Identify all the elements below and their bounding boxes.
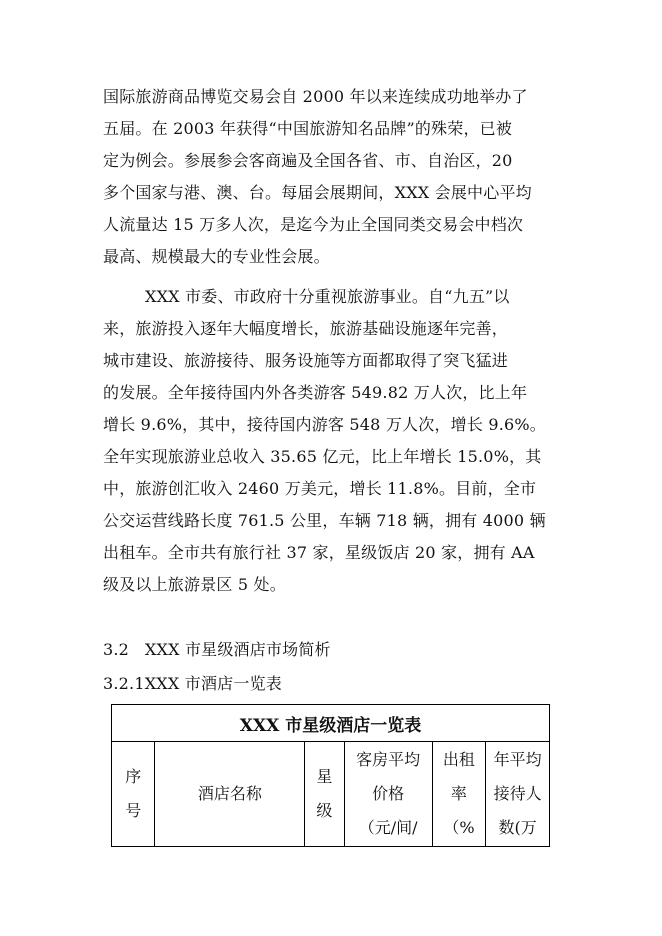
paragraph-line: 级及以上旅游景区 5 处。 bbox=[103, 575, 286, 594]
table-header-row bbox=[112, 742, 550, 847]
paragraph-line: 出租车。全市共有旅行社 37 家，星级饭店 20 家，拥有 AA bbox=[103, 543, 535, 562]
paragraph-line: 定为例会。参展参会客商遍及全国各省、市、自治区，20 bbox=[103, 151, 513, 170]
paragraph-line: 人流量达 15 万多人次，是迄今为止全国同类交易会中档次 bbox=[103, 215, 524, 234]
section-heading: 3.2 XXX 市星级酒店市场简析 bbox=[103, 640, 331, 659]
header-annual-guests: 年平均 接待人 数(万 bbox=[486, 742, 550, 847]
paragraph-line: 全年实现旅游业总收入 35.65 亿元，比上年增长 15.0%，其 bbox=[103, 447, 542, 466]
paragraph-line: 中，旅游创汇收入 2460 万美元，增长 11.8%。目前，全市 bbox=[103, 479, 537, 498]
paragraph-line: 公交运营线路长度 761.5 公里，车辆 718 辆，拥有 4000 辆 bbox=[103, 511, 546, 530]
paragraph-line: 的发展。全年接待国内外各类游客 549.82 万人次，比上年 bbox=[103, 383, 528, 402]
header-hotel-name: 酒店名称 bbox=[155, 742, 305, 847]
header-serial: 序 号 bbox=[112, 742, 155, 847]
paragraph-line: 多个国家与港、澳、台。每届会展期间，XXX 会展中心平均 bbox=[103, 183, 532, 202]
subsection-heading: 3.2.1XXX 市酒店一览表 bbox=[103, 674, 282, 693]
paragraph-line: 来，旅游投入逐年大幅度增长，旅游基础设施逐年完善， bbox=[103, 319, 509, 338]
paragraph-line: 最高、规模最大的专业性会展。 bbox=[103, 247, 330, 266]
header-occupancy: 出租 率 （% bbox=[432, 742, 486, 847]
header-room-price: 客房平均 价格 （元/间/ bbox=[344, 742, 432, 847]
paragraph-line: 增长 9.6%，其中，接待国内游客 548 万人次，增长 9.6%。 bbox=[103, 415, 546, 434]
paragraph-line: XXX 市委、市政府十分重视旅游事业。自“九五”以 bbox=[145, 287, 510, 306]
header-star: 星 级 bbox=[305, 742, 344, 847]
paragraph-line: 城市建设、旅游接待、服务设施等方面都取得了突飞猛进 bbox=[103, 351, 509, 370]
paragraph-line: 五届。在 2003 年获得“中国旅游知名品牌”的殊荣，已被 bbox=[103, 119, 513, 138]
paragraph-line: 国际旅游商品博览交易会自 2000 年以来连续成功地举办了 bbox=[103, 87, 528, 106]
hotel-table bbox=[111, 704, 550, 847]
table-title: XXX 市星级酒店一览表 bbox=[112, 705, 550, 742]
